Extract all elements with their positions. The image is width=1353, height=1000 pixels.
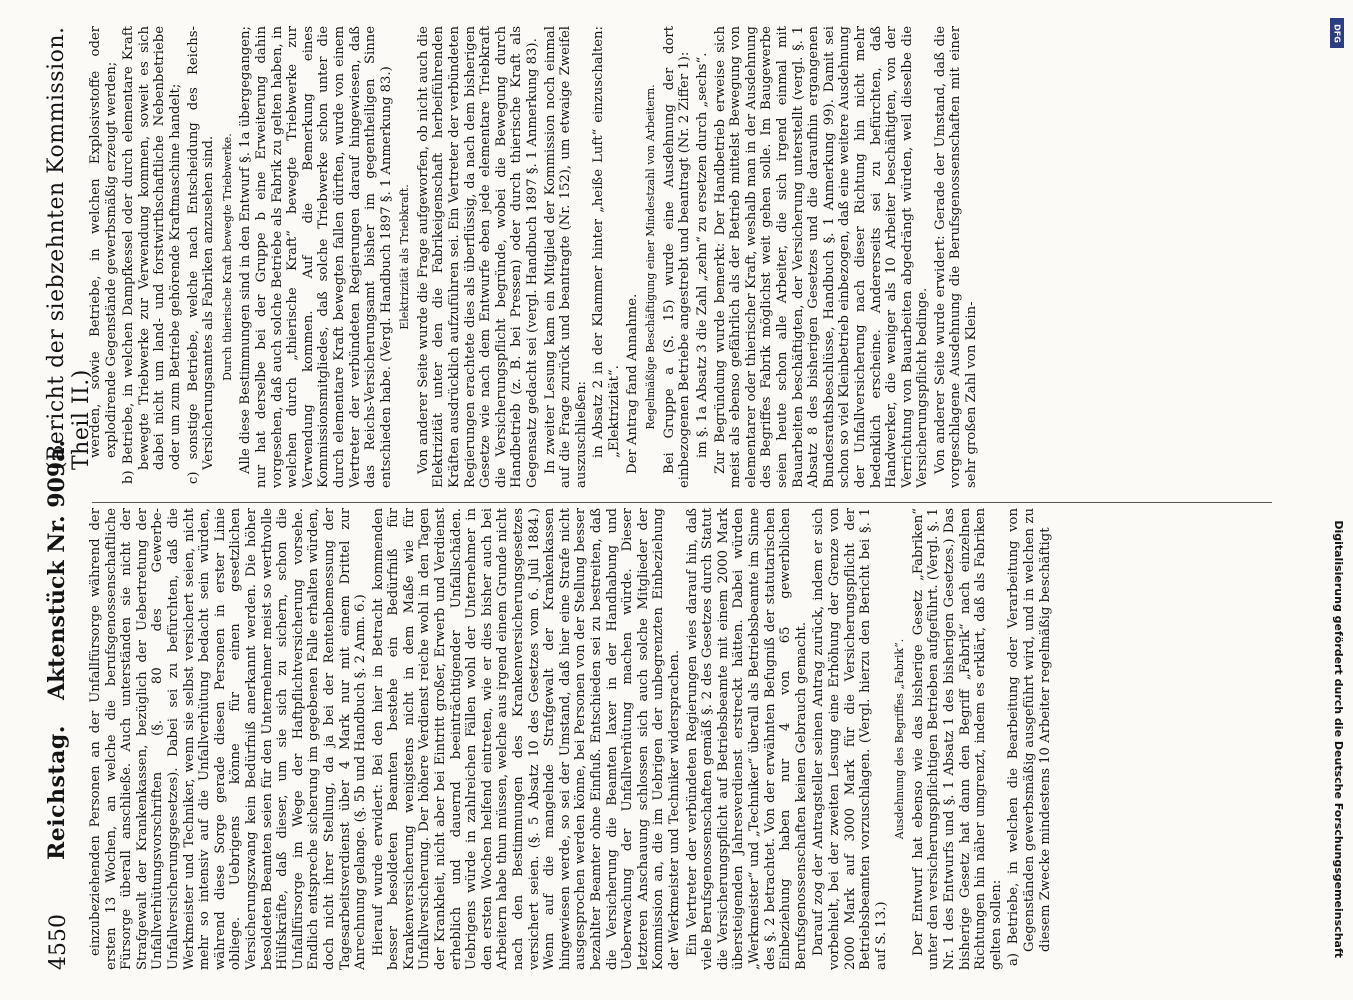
paragraph: In zweiter Lesung kam ein Mitglied der Kommission noch einmal auf die Frage zurück und beantragte (Nr. 152), um etwaige Zweifel auszuschließen: — [542, 26, 589, 488]
column-divider — [92, 502, 1272, 503]
digitization-credit: Digitalisierung gefördert durch die Deutsche Forschungsgemeinschaft — [1332, 520, 1345, 958]
right-text-column — [88, 26, 1278, 488]
paragraph: Zur Begründung wurde bemerkt: Der Handbetrieb erweise sich meist als ebenso gefährlich als der Betrieb mittelst Bewegung von elementarer oder thierischer Kraft, weshalb man in der Ausdehnung des Begriffes Fabrik möglichst weit gehen solle. Im Baugewerbe seien heute schon alle Arbeiter, die sich irgend einmal mit Bauarbeiten beschäftigten, der Versicherung unterstellt (vergl. §. 1 Absatz 8 des bisherigen Gesetzes und die daraufhin ergangenen Bundesrathsbeschlüsse, Handbuch §. 1 Anmerkung 99). Damit sei schon so viel Kleinbetrieb einbezogen, daß eine weitere Ausdehnung der Unfallversicherung nach dieser Richtung hin nicht mehr bedenklich erscheine. Andererseits sei zu befürchten, daß Handwerker, die weniger als 10 Arbeiter beschäftigten, von der Verrichtung von Bauarbeiten abgedrängt würden, weil dieselbe die Versicherungspflicht bedinge. — [712, 26, 931, 488]
header-reichstag: Reichstag. — [44, 725, 70, 860]
paragraph: werden, sowie Betriebe, in welchen Explosivstoffe oder explodirende Gegenstände gewerbsmäßig erzeugt werden; — [88, 26, 119, 458]
paragraph: Der Antrag fand Annahme. — [624, 293, 640, 474]
section-heading: Elektrizität als Triebkraft. — [398, 184, 412, 330]
paragraph: Hierauf wurde erwidert: Bei den hier in Betracht kommenden besser besoldeten Beamten bestehe ein Bedürfniß für Krankenversicherung wenigstens nicht in dem Maße wie für Unfallversicherung. Der höhere Verdienst reiche wohl in den Tagen der Krankheit, nicht aber bei Eintritt großer, Erwerb und Verdienst erheblich und dauernd beeinträchtigender Unfallschäden. Uebrigens würde in zahlreichen Fällen wohl der Unternehmer in den ersten Wochen helfend eintreten, wie er dies bisher auch bei Arbeitern habe thun müssen, welche aus irgend einem Grunde nicht nach den Bestimmungen des Krankenversicherungsgesetzes versichert seien. (§. 5 Absatz 10 des Gesetzes vom 6. Juli 1884.) Wenn auf die mangelnde Strafgewalt der Krankenkassen hingewiesen werde, so sei der Umstand, daß hier eine Strafe nicht ausgesprochen werden könne, bei Personen von der Stellung besser bezahlter Beamter ohne Einfluß. Entschieden sei zu bestreiten, daß die Versicherung die Beamten laxer in der Handhabung und Ueberwachung der Unfallverhütung machen würde. Dieser letzteren Anschauung schlossen sich auch solche Mitglieder der Kommission an, die im Uebrigen der unbegrenzten Einbeziehung der Werkmeister und Techniker widersprachen. — [370, 508, 682, 970]
header-report-title: (Bericht der siebzehnten Kommission. Theil II.) — [44, 26, 94, 470]
left-text-column — [88, 508, 1278, 970]
paragraph: c) sonstige Betriebe, welche nach Entscheidung des Reichs-Versicherungsamtes als Fabriken anzusehen sind. — [185, 26, 217, 484]
paragraph: in Absatz 2 in der Klammer hinter „heiße Luft“ einzuschalten: „Elektrizität“. — [591, 26, 622, 458]
paragraph: Von anderer Seite wurde erwidert: Gerade der Umstand, daß die vorgeschlagene Ausdehnung die Berufsgenossenschaften mit einer sehr großen Zahl von Klein- — [932, 26, 980, 488]
section-heading: Durch thierische Kraft bewegte Triebwerke. — [220, 133, 234, 381]
page-header — [38, 20, 94, 970]
digitization-sidebar — [1327, 10, 1347, 1000]
paragraph: a) Betriebe, in welchen die Bearbeitung oder Verarbeitung von Gegenständen gewerbsmäßig ausgeführt wird, und in welchen zu diesem Zwecke mindestens 10 Arbeiter regelmäßig beschäftigt — [1006, 508, 1053, 966]
page-number: 4550 — [46, 914, 71, 970]
paragraph: b) Betriebe, in welchen Dampfkessel oder durch elementare Kraft bewegte Triebwerke zur Verwendung kommen, soweit es sich dabei nicht um land- und forstwirthschaftliche Nebenbetriebe oder um zum Betriebe gehörende Kraftmaschine handelt; — [121, 26, 183, 484]
header-document-number: Aktenstück Nr. 909a. — [44, 439, 70, 700]
paragraph: einzubeziehenden Personen an der Unfallfürsorge während der ersten 13 Wochen, an welche die berufsgenossenschaftliche Fürsorge überall anschließe. Auch unterständen sie nicht der Strafgewalt der Krankenkassen, bezüglich der Uebertretung der Unfallverhütungsvorschriften (§. 80 des Gewerbe-Unfallversicherungsgesetzes). Dabei sei zu befürchten, daß die Werkmeister und Techniker, wenn sie selbst versichert seien, nicht mehr so intensiv auf die Unfallverhütung bedacht sein würden, während diese Sorge gerade diesen Personen in erster Linie obliege. Uebrigens könne für einen gesetzlichen Versicherungszwang kein Bedürfniß anerkannt werden. Die höher besoldeten Beamten seien für den Unternehmer meist so werthvolle Hülfskräfte, daß dieser, um sie sich zu sichern, schon die Unfallfürsorge im Wege der Haftpflichtversicherung vorsehe. Endlich entspreche sicherung im gegebenen Falle erhalten würden, doch nicht ihrer Stellung, da ja bei der Rentenbemessung der Tagesarbeitsverdienst über 4 Mark nur mit einem Drittel zur Anrechnung gelange. (§. 5b und Handbuch §. 2 Anm. 6.) — [88, 508, 369, 970]
paragraph: im §. 1a Absatz 3 die Zahl „zehn“ zu ersetzen durch „sechs“. — [694, 52, 710, 458]
dfg-logo: DFG — [1330, 18, 1344, 48]
paragraph: Von anderer Seite wurde die Frage aufgeworfen, ob nicht auch die Elektrizität unter den die Fabrikeigenschaft herbeiführenden Kräften ausdrücklich aufzuführen sei. Ein Vertreter der verbündeten Regierungen erachtete dies als überflüssig, da nach dem bisherigen Gesetze wie nach dem Entwurfe eben jede elementare Triebkraft die Versicherungspflicht begründe, wobei die Bewegung durch Handbetrieb (z. B. bei Pressen) oder durch thierische Kraft als Gegensatz gedacht sei (vergl. Handbuch 1897 §. 1 Anmerkung 83). — [415, 26, 541, 488]
paragraph: Bei Gruppe a (S. 15) wurde eine Ausdehnung der dort einbezogenen Betriebe angestrebt und beantragt (Nr. 2 Ziffer 1): — [661, 26, 693, 488]
paragraph: Darauf zog der Antragsteller seinen Antrag zurück, indem er sich vorbehielt, bei der zweiten Lesung eine Erhöhung der Grenze von 2000 Mark auf 3000 Mark für die Versicherungspflicht der Betriebsbeamten vorzuschlagen. (Vergl. hierzu den Bericht bei §. 1 auf S. 13.) — [811, 508, 889, 970]
paragraph: Der Entwurf hat ebenso wie das bisherige Gesetz „Fabriken“ unter den versicherungspflichtigen Betrieben aufgeführt. (Vergl. §. 1 Nr. 1 des Entwurfs und §. 1 Absatz 1 des bisherigen Gesetzes.) Das bisherige Gesetz hat dann den Begriff „Fabrik“ nach einzelnen Richtungen hin näher umgrenzt, indem es erklärt, daß als Fabriken gelten sollen: — [910, 508, 1004, 970]
paragraph: Ein Vertreter der verbündeten Regierungen wies darauf hin, daß viele Berufsgenossenschaften gemäß §. 2 des Gesetzes durch Statut die Versicherungspflicht auf Betriebsbeamte mit einem 2000 Mark übersteigenden Jahresverdienst erstreckt hätten. Dabei würden „Werkmeister“ und „Techniker“ überall als Betriebsbeamte im Sinne des §. 2 betrachtet. Von der erwähnten Befugniß der statutarischen Einbeziehung haben nur 4 von 65 gewerblichen Berufsgenossenschaften keinen Gebrauch gemacht. — [684, 508, 809, 970]
paragraph: Alle diese Bestimmungen sind in den Entwurf §. 1a übergegangen; nur hat derselbe bei der Gruppe b eine Erweiterung dahin vorgesehen, daß auch solche Betriebe als Fabrik zu gelten haben, in welchen durch „thierische Kraft“ bewegte Triebwerke zur Verwendung kommen. Auf die Bemerkung eines Kommissionsmitgliedes, daß solche Triebwerke schon unter die durch elementare Kraft bewegten fallen dürften, wurde von einem Vertreter der verbündeten Regierungen darauf hingewiesen, daß das Reichs-Versicherungsamt bisher im gegentheiligen Sinne entschieden habe. (Vergl. Handbuch 1897 §. 1 Anmerkung 83.) — [238, 26, 394, 488]
section-heading: Regelmäßige Beschäftigung einer Mindestzahl von Arbeitern. — [644, 84, 658, 430]
section-heading: Ausdehnung des Begriffes „Fabrik“. — [893, 638, 907, 840]
